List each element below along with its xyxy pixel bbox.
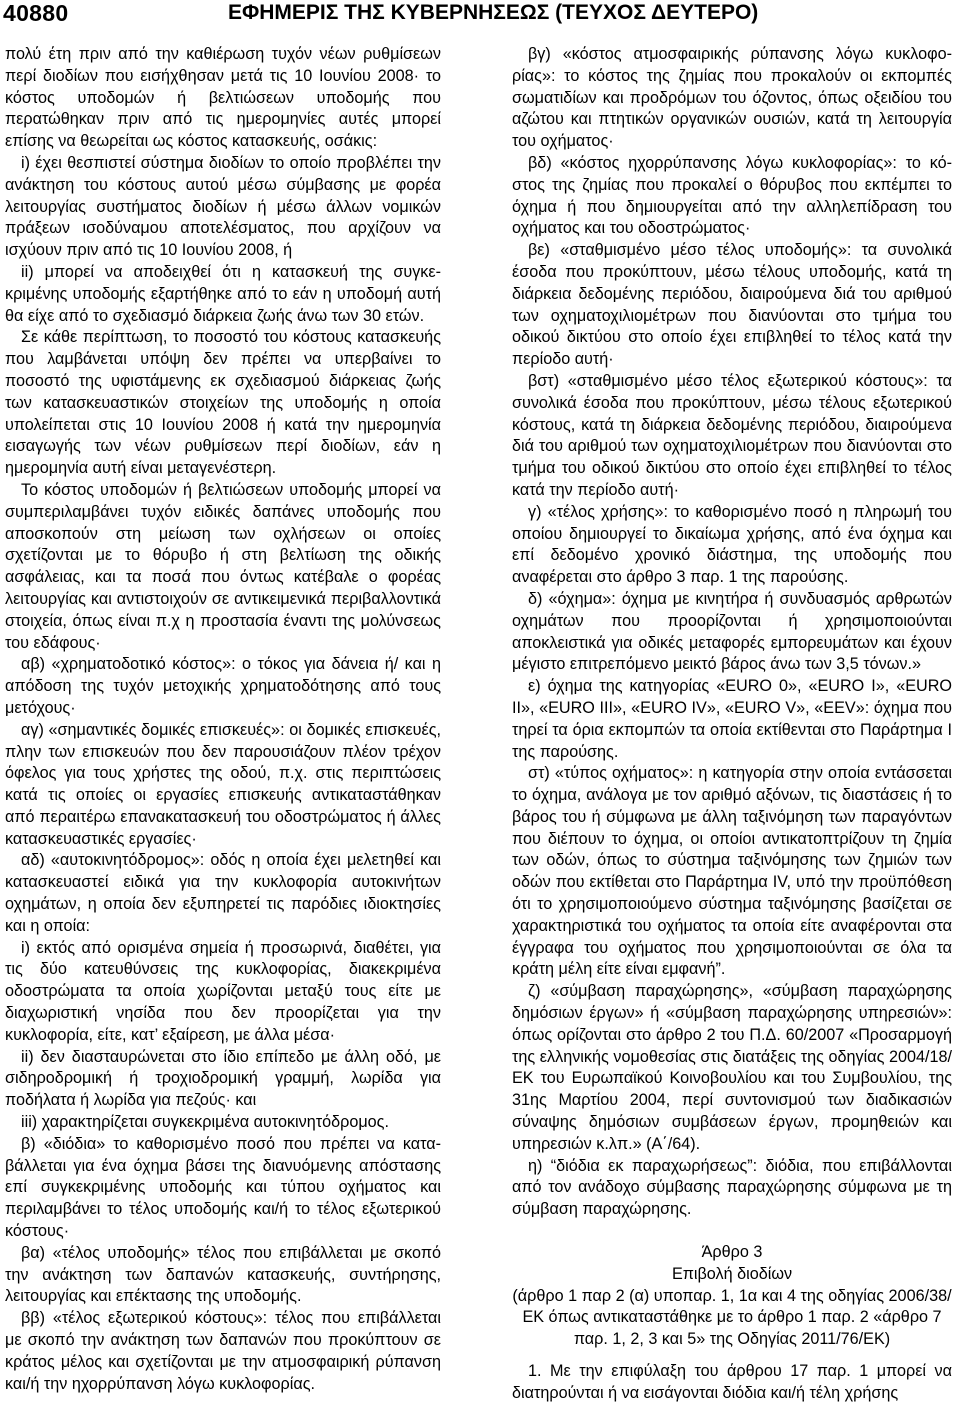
paragraph: βγ) «κόστος ατμοσφαιρικής ρύπανσης λόγω κυκλοφορίας»: το κόστος της ζημίας που προκαλούν οι εκπομπές σωματιδίων και προδρόμων του όζοντος, όπως οξειδίου του αζώτου και πτητικών οργανικών ουσιών, κατά τη λειτουργία του οχήματος·: [512, 45, 952, 151]
paragraph: i) εκτός από ορισμένα σημεία ή προσωρινά, διαθέτει, για τις δύο κατευθύνσεις της κυκλοφορίας, διακεκριμένα οδοστρώματα τα οποία χωρίζονται μεταξύ τους είτε με διαχωριστική νησίδα που δεν προορίζεται για την κυκλοφορία, είτε, κατ’ εξαίρεση, με άλλα μέσα·: [5, 938, 441, 1044]
paragraph: ζ) «σύμβαση παραχώρησης», «σύμβαση παραχώρησης δημόσιων έργων» ή «σύμβαση παραχώρησης υπηρεσιών»: όπως ορίζονται στο άρθρο 2 του Π.Δ. 60/2007 «Προσαρμογή της ελληνικής νομοθεσίας στις διατάξεις της οδηγίας 2004/18/ΕΚ του Ευρωπαϊκού Κοινοβουλίου και του Συμβουλίου, της 31ης Μαρτίου 2004, περί συντονισμού των διαδικασιών σύναψης δημόσιων συμβάσεων έργων, προμηθειών και υπηρεσιών κ.λπ.» (Α΄/64).: [512, 982, 952, 1153]
page-number: 40880: [3, 0, 69, 26]
paragraph: Το κόστος υποδομών ή βελτιώσεων υποδομής μπορεί να συμπεριλαμβάνει τυχόν ειδικές δαπάνες υποδομής που αποσκοπούν στη μείωση των οχλήσεων οι οποίες σχετίζονται με το θόρυβο ή στη βελτίωση της οδικής ασφάλειας, και τα ποσά που όντως κατέβαλε ο φορέας λειτουργίας και αντιστοιχούν σε αντικειμενικά περιβαλλοντικά στοιχεία, όπως είναι π.χ η προστασία έναντι της μολύνσεως του εδάφους·: [5, 480, 441, 652]
paragraph: αβ) «χρηματοδοτικό κόστος»: ο τόκος για δάνεια ή/ και η απόδοση της τυχόν μετοχικής χρηματοδότησης από τους μετόχους·: [5, 655, 441, 717]
paragraph: i) έχει θεσπιστεί σύστημα διοδίων το οποίο προβλέπει την ανάκτηση του κόστους αυτού μέσω σύμβασης με φορέα λειτουργίας συστήματος διοδίων ή μέσω άλλων νομικών πράξεων ισοδύναμου αποτελέσματος, που αρχίζουν να ισχύουν πριν από τις 10 Ιουνίου 2008, ή: [5, 153, 441, 260]
paragraph: iii) χαρακτηρίζεται συγκεκριμένα αυτοκινητόδρομος.: [21, 1113, 389, 1132]
paragraph: αδ) «αυτοκινητόδρομος»: οδός η οποία έχει μελετηθεί και κατασκευαστεί ειδικά για την κυκλοφορία αυτοκινήτων οχημάτων, η οποία δεν εξυπηρετεί τις παρόδιες ιδιοκτησίες και η οποία:: [5, 851, 441, 935]
paragraph: ii) μπορεί να αποδειχθεί ότι η κατασκευή της συγκεκριμένης υποδομής εξαρτήθηκε από το εάν η υποδομή αυτή θα είχε από το σχεδιασμό διάρκεια ζωής άνω των 30 ετών.: [5, 262, 441, 325]
paragraph: αγ) «σημαντικές δομικές επισκευές»: οι δομικές επισκευές, πλην των επισκευών που δεν παρουσιάζουν πλέον τρέχον όφελος για τους χρήστες της οδού, π.χ. στις περιπτώσεις κατά τις οποίες οι εργασίες επισκευής αντικαταστάθηκαν από περαιτέρω επανακατασκευή του οδοστρώματος ή άλλες κατασκευαστικές εργασίες·: [5, 720, 441, 848]
article-title: Επιβολή διοδίων: [671, 1264, 793, 1283]
article-subtitle: (άρθρο 1 παρ 2 (α) υποπαρ. 1, 1α και 4 της οδηγίας 2006/38/ΕΚ όπως αντικαταστάθηκε με το άρθρο 1 παρ. 2 «άρθρο 7 παρ. 1, 2, 3 και 5» της Οδηγίας 2011/76/ΕΚ): [512, 1286, 952, 1349]
paragraph: στ) «τύπος οχήματος»: η κατηγορία στην οποία εντάσσεται το όχημα, ανάλογα με τον αριθμό αξόνων, τις διαστάσεις ή το βάρος του ή σύμφωνα με άλλη ταξινόμηση των παραγόντων που διέπουν το όχημα, οι οποίοι αντικατοπτρίζουν τη ζημία των οδών, όπως το σύστημα ταξινόμησης των ζημιών των οδών που εκτίθεται στο Παράρτημα IV, υπό την προϋπόθεση ότι το χρησιμοποιούμενο σύστημα ταξινόμησης βασίζεται σε χαρακτηριστικά του οχήματος τα οποία είτε αναφέρονται στα έγγραφα του οχήματος που χρησιμοποιούνται σε όλα τα κράτη μέλη είτε είναι εμφανή”.: [512, 764, 952, 979]
paragraph: ε) όχημα της κατηγορίας «EURO 0», «EURO I», «EURO II», «EURO III», «EURO IV», «EURO V», «EEV»: όχημα που τηρεί τα όρια εκπομπών τα οποία εκτίθενται στο Παράρτημα Ι της παρούσης.: [512, 677, 952, 761]
left-column: [5, 44, 441, 1395]
right-column: [512, 44, 952, 1405]
paragraph: βε) «σταθμισμένο μέσο τέλος υποδομής»: τα συνολικά έσοδα που προκύπτουν, μέσω τέλους υποδομής, κατά τη διάρκεια δεδομένης περιόδου, διαιρούμενα διά του αριθμού των οχηματοχιλιομέτρων που διανύονται στο τμήμα του οδικού δικτύου στο οποίο έχει επιβληθεί το τέλος κατά την περίοδο αυτή·: [512, 241, 952, 369]
paragraph: βστ) «σταθμισμένο μέσο τέλος εξωτερικού κόστους»: τα συνολικά έσοδα που προκύπτουν, μέσω τέλους εξωτερικού κόστους, κατά τη διάρκεια δεδομένης περιόδου, διαιρούμενα διά του αριθμού των οχηματοχιλιομέτρων που διανύονται στο τμήμα του οδικού δικτύου στο οποίο έχει επιβληθεί το τέλος κατά την περίοδο αυτή·: [512, 371, 952, 499]
paragraph: ii) δεν διασταυρώνεται στο ίδιο επίπεδο με άλλη οδό, με σιδηροδρομική ή τροχιοδρομική γραμμή, λωρίδα για ποδήλατα ή λωρίδα για πεζούς· και: [5, 1047, 441, 1110]
article-number: Άρθρο 3: [701, 1243, 763, 1262]
paragraph: δ) «όχημα»: όχημα με κινητήρα ή συνδυασμός αρθρωτών οχημάτων που προορίζονται ή χρησιμοποιούνται αποκλειστικά για οδικές μεταφορές εμπορευμάτων και έχουν μέγιστο επιτρεπόμενο μεικτό βάρος άνω των 3,5 τόνων.»: [512, 589, 952, 674]
paragraph: 1. Με την επιφύλαξη του άρθρου 17 παρ. 1 μπορεί να διατηρούνται ή να εισάγονται διόδια και/ή τέλη χρήσης: [512, 1362, 952, 1402]
paragraph: β) «διόδια» το καθορισμένο ποσό που πρέπει να καταβάλλεται για ένα όχημα βάσει της διανυόμενης απόστασης επί συγκεκριμένης υποδομής και τύπου οχήματος και περιλαμβάνει το τέλος υποδομής και/ή το τέλος εξωτερικού κόστους·: [5, 1134, 441, 1241]
paragraph: γ) «τέλος χρήσης»: το καθορισμένο ποσό η πληρωμή του οποίου δημιουργεί το δικαίωμα χρήσης, από ένα όχημα και επί δεδομένο χρονικό διάστημα, της υποδομής που αναφέρεται στο άρθρο 3 παρ. 1 της παρούσης.: [512, 502, 952, 587]
paragraph: βα) «τέλος υποδομής» τέλος που επιβάλλεται με σκοπό την ανάκτηση των δαπανών κατασκευής, συντήρησης, λειτουργίας και επέκτασης της υποδομής.: [5, 1243, 441, 1306]
paragraph: πολύ έτη πριν από την καθιέρωση τυχόν νέων ρυθμίσεων περί διοδίων που εισήχθησαν μετά τις 10 Ιουνίου 2008· το κόστος υποδομών ή βελτιώσεων υποδομής που περατώθηκαν πριν από τις ημερομηνίες αυτές μπορεί επίσης να θεωρείται ως κόστος κατασκευής, οσάκις:: [5, 45, 441, 151]
paragraph: ββ) «τέλος εξωτερικού κόστους»: τέλος που επιβάλλεται με σκοπό την ανάκτηση των δαπανών που προκύπτουν σε κράτος μέλος και σχετίζονται με την ατμοσφαιρική ρύπανση και/ή την ηχορρύπανση λόγω κυκλοφορίας.: [5, 1309, 441, 1393]
page-header: [0, 0, 960, 34]
gazette-title: ΕΦΗΜΕΡΙΣ ΤΗΣ ΚΥΒΕΡΝΗΣΕΩΣ (ΤΕΥΧΟΣ ΔΕΥΤΕΡΟ): [228, 1, 759, 24]
paragraph: βδ) «κόστος ηχορρύπανσης λόγω κυκλοφορίας»: το κόστος της ζημίας που προκαλεί ο θόρυβος που εκπέμπει το όχημα ή που δημιουργείται από την αλληλεπίδραση του οχήματος και του οδοστρώματος·: [512, 153, 952, 238]
paragraph: η) “διόδια εκ παραχωρήσεως”: διόδια, που επιβάλλονται από τον ανάδοχο σύμβασης παραχώρησης σύμφωνα με τη σύμβαση παραχώρησης.: [512, 1156, 952, 1219]
paragraph: Σε κάθε περίπτωση, το ποσοστό του κόστους κατασκευής που λαμβάνεται υπόψη δεν πρέπει να υπερβαίνει το ποσοστό της υφιστάμενης εκ σχεδιασμού διάρκειας ζωής των κατασκευαστικών στοιχείων της υποδομής η οποία υπολείπεται στις 10 Ιουνίου 2008 ή κατά την ημερομηνία εισαγωγής των νέων ρυθμίσεων περί διοδίων, εάν η ημερομηνία αυτή είναι μεταγενέστερη.: [5, 328, 441, 478]
spacer: [512, 1351, 952, 1361]
